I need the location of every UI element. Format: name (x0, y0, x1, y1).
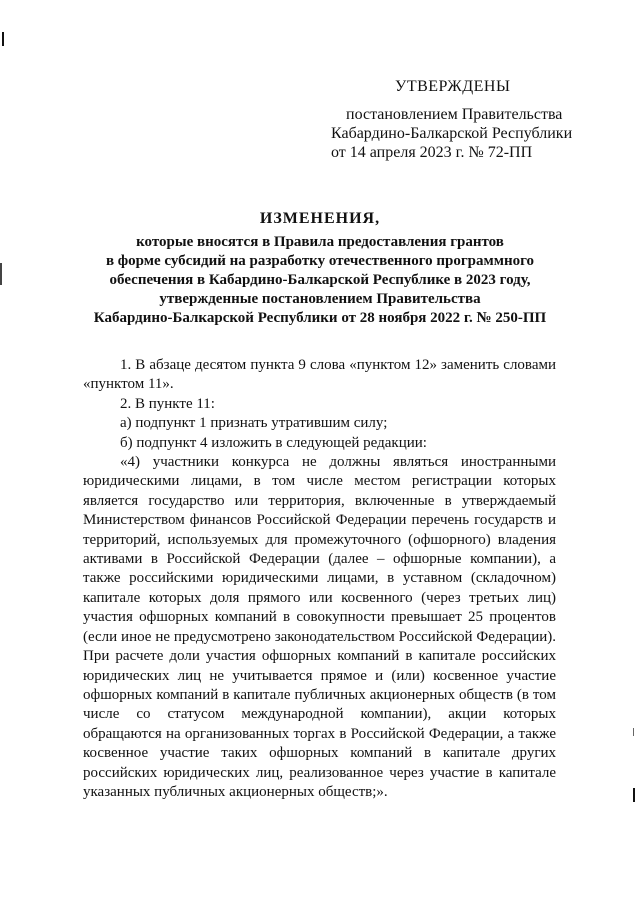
scan-artifact (633, 728, 634, 736)
approval-line: от 14 апреля 2023 г. № 72-ПП (331, 144, 533, 161)
paragraph: «4) участники конкурса не должны являться иностранными юридическими лицами, в том числе местом регистрации которых является государство или территория, включенные в утверждаемый Министерством финансов Российской Федерации перечень государств и территорий, используемых для промежуточного (офшорного) владения активами в Российской Федерации (далее – офшорные компании), а также российскими юридическими лицами, в уставном (складочном) капитале которых доля прямого или косвенного (через третьих лиц) участия офшорных компаний в совокупности превышает 25 процентов (если иное не предусмотрено законодательством Российской Федерации). При расчете доли участия офшорных компаний в капитале российских юридических лиц не учитывается прямое и (или) косвенное участие офшорных компаний в капитале публичных акционерных обществ (в том числе со статусом международной компании), акции которых обращаются на организованных торгах в Российской Федерации, а также косвенное участие таких офшорных компаний в капитале других российских юридических лиц, реализованное через участие в капитале указанных публичных акционерных обществ;». (83, 454, 556, 800)
approval-line: Кабардино-Балкарской Республики (331, 125, 573, 142)
paragraph: 1. В абзаце десятом пункта 9 слова «пунктом 12» заменить словами «пунктом 11». (83, 357, 556, 393)
subheading-line: обеспечения в Кабардино-Балкарской Республике в 2023 году, (109, 272, 531, 288)
document-heading: ИЗМЕНЕНИЯ, (259, 210, 381, 227)
document-subheading (60, 233, 580, 328)
subheading-line: в форме субсидий на разработку отечественного программного (105, 253, 535, 269)
paragraph: а) подпункт 1 признать утратившим силу; (120, 415, 388, 432)
document-body (83, 356, 556, 802)
paragraph: б) подпункт 4 изложить в следующей редакции: (120, 434, 427, 451)
scan-artifact (2, 32, 4, 46)
approval-line: постановлением Правительства (346, 106, 563, 123)
approval-title: УТВЕРЖДЕНЫ (395, 78, 511, 95)
scan-artifact (0, 263, 2, 285)
subheading-line: утвержденные постановлением Правительства (159, 291, 481, 307)
subheading-line: Кабардино-Балкарской Республики от 28 ноября 2022 г. № 250-ПП (93, 310, 547, 326)
paragraph: 2. В пункте 11: (120, 395, 215, 412)
scan-artifact (633, 788, 635, 802)
subheading-line: которые вносятся в Правила предоставления грантов (136, 234, 504, 250)
